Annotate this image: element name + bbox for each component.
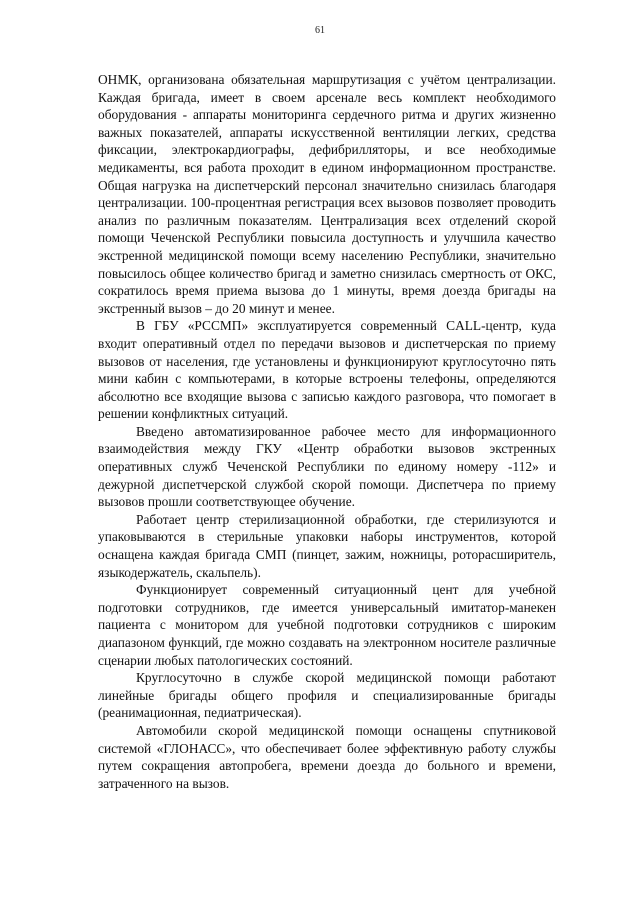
paragraph-sterilization-center: Работает центр стерилизационной обработки, где стерилизуются и упаковываются в стерильные упаковки наборы инструментов, которой оснащена каждая бригада СМП (пинцет, зажим, ножницы, роторасширитель, языкодержатель, скальпель). — [98, 511, 556, 580]
paragraph-glonass: Автомобили скорой медицинской помощи оснащены спутниковой системой «ГЛОНАСС», что обеспечивает более эффективную работу службы путем сокращения автопробега, времени доезда до больного и времени, затраченного на вызов. — [98, 722, 556, 791]
paragraph-training-center: Функционирует современный ситуационный цент для учебной подготовки сотрудников, где имеется универсальный имитатор-манекен пациента с монитором для учебной подготовки сотрудников с широким диапазоном функций, где можно создавать на электронном носителе различные сценарии любых патологических состояний. — [98, 582, 556, 668]
paragraph-workstation-112: Введено автоматизированное рабочее место для информационного взаимодействия между ГКУ «Центр обработки вызовов экстренных оперативных служб Чеченской Республики по единому номеру -112» и дежурной диспетчерской службой скорой помощи. Диспетчера по приему вызовов прошли соответствующее обучение. — [98, 423, 556, 510]
paragraph-centralization: ОНМК, организована обязательная маршрутизация с учётом централизации. Каждая бригада, имеет в своем арсенале весь комплект необходимого оборудования - аппараты мониторинга сердечного ритма и других жизненно важных показателей, аппараты искусственной вентиляции легких, средства фиксации, электрокардиографы, дефибрилляторы, и все необходимые медикаменты, вся работа проходит в едином информационном пространстве. Общая нагрузка на диспетчерский персонал значительно снизилась благодаря централизации. 100-процентная регистрация всех вызовов позволяет проводить анализ по различным показателям. Централизация всех отделений скорой помощи Чеченской Республики повысила доступность и улучшила качество экстренной медицинской помощи всему населению Республики, значительно повысилось общее количество бригад и заметно снизилась смертность от ОКС, сократилось время приема вызова до 1 минуты, время доезда бригады на экстренный вызов – до 20 минут и менее. — [98, 72, 556, 316]
page-number: 61 — [315, 25, 325, 36]
paragraph-round-the-clock-teams: Круглосуточно в службе скорой медицинской помощи работают линейные бригады общего профиля и специализированные бригады (реанимационная, педиатрическая). — [98, 670, 556, 721]
paragraph-call-center: В ГБУ «РССМП» эксплуатируется современный CALL-центр, куда входит оперативный отдел по передачи вызовов и диспетчерская по приему вызовов от населения, где установлены и функционируют круглосуточно пять мини кабин с компьютерами, в которые встроены телефоны, определяются абсолютно все входящие вызова с записью каждого разговора, что помогает в решении конфликтных ситуаций. — [98, 318, 556, 422]
body-text — [98, 71, 556, 792]
